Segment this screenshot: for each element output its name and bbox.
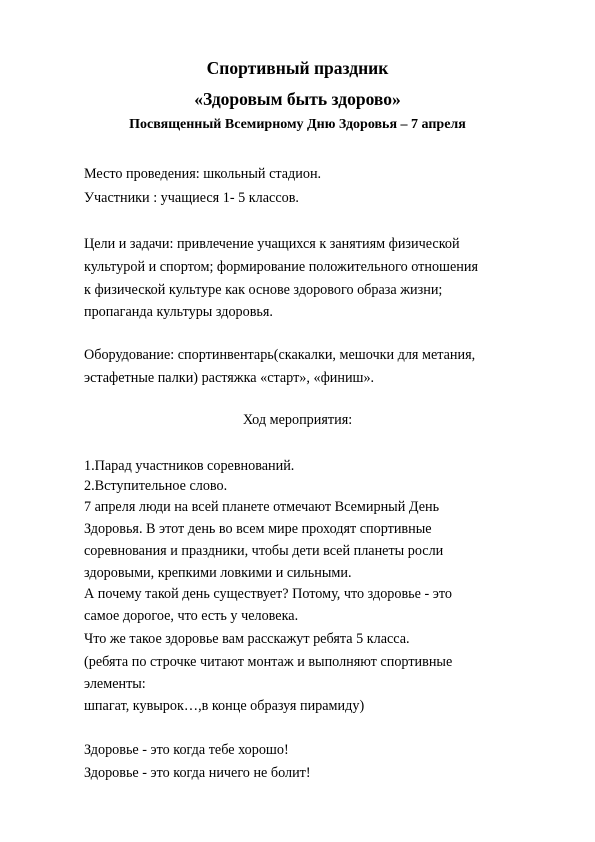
goals-line: пропаганда культуры здоровья.	[84, 304, 273, 320]
event-name: «Здоровым быть здорово»	[194, 89, 401, 109]
participants-line: Участники : учащиеся 1- 5 классов.	[84, 190, 299, 206]
goals-line: культурой и спортом; формирование положительного отношения	[84, 259, 478, 275]
poem-line: Здоровье - это когда тебе хорошо!	[84, 742, 289, 758]
program-item: 2.Вступительное слово.	[84, 478, 228, 494]
section-heading: Ход мероприятия:	[242, 412, 353, 428]
paragraph-line: (ребята по строчке читают монтаж и выполняют спортивные	[84, 654, 453, 670]
paragraph-line: элементы:	[84, 676, 146, 692]
paragraph-line: Здоровья. В этот день во всем мире проходят спортивные	[84, 521, 432, 537]
paragraph-line: соревнования и праздники, чтобы дети всей планеты росли	[84, 543, 444, 559]
equipment-line: эстафетные палки) растяжка «старт», «финиш».	[84, 370, 375, 386]
poem-line: Здоровье - это когда ничего не болит!	[84, 765, 311, 781]
goals-line: Цели и задачи: привлечение учащихся к занятиям физической	[84, 236, 460, 252]
goals-line: к физической культуре как основе здорового образа жизни;	[84, 282, 443, 298]
dedication-subtitle: Посвященный Всемирному Дню Здоровья – 7 апреля	[129, 117, 466, 132]
paragraph-line: самое дорогое, что есть у человека.	[84, 608, 299, 624]
paragraph-line: шпагат, кувырок…,в конце образуя пирамиду)	[84, 698, 365, 714]
paragraph-line: А почему такой день существует? Потому, что здоровье - это	[84, 586, 452, 602]
equipment-line: Оборудование: спортинвентарь(скакалки, мешочки для метания,	[84, 347, 476, 363]
paragraph-line: Что же такое здоровье вам расскажут ребята 5 класса.	[84, 631, 410, 647]
program-item: 1.Парад участников соревнований.	[84, 458, 295, 474]
document-title: Спортивный праздник	[206, 58, 389, 78]
venue-line: Место проведения: школьный стадион.	[84, 166, 322, 182]
paragraph-line: здоровыми, крепкими ловкими и сильными.	[84, 565, 352, 581]
paragraph-line: 7 апреля люди на всей планете отмечают Всемирный День	[84, 499, 440, 515]
